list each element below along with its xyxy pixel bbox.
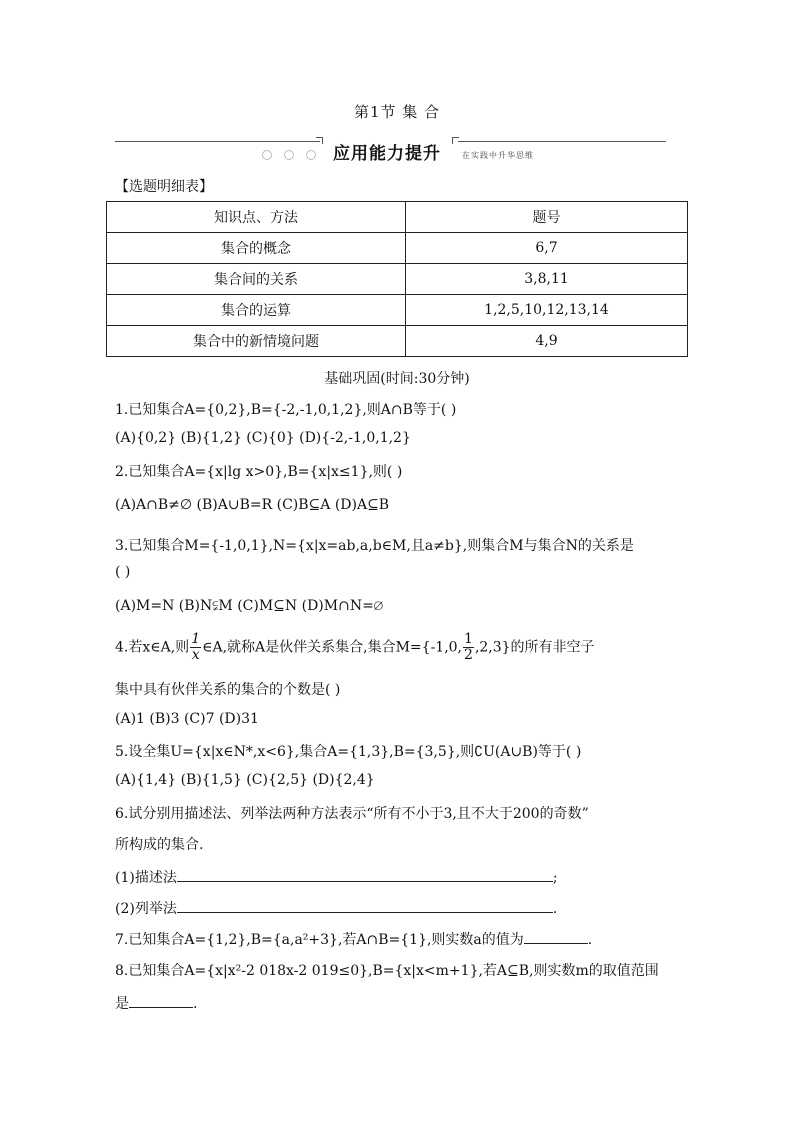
question-6-line-1: 6.试分别用描述法、列举法两种方法表示“所有不小于3,且不大于200的奇数” [115, 806, 589, 822]
question-3-stem: 3.已知集合M={-1,0,1},N={x|x=ab,a,b∈M,且a≠b},则集合M与集合N的关系是 [115, 538, 634, 554]
table-cell: 1,2,5,10,12,13,14 [406, 295, 688, 326]
question-2-stem: 2.已知集合A={x|lg x>0},B={x|x≤1},则( ) [115, 464, 403, 480]
table-row [107, 264, 688, 295]
table-cell: 6,7 [406, 233, 688, 264]
question-6-sub-2 [115, 898, 557, 918]
table-header-cell: 知识点、方法 [107, 202, 406, 233]
punctuation: . [193, 996, 198, 1012]
fraction-numerator: 1 [191, 631, 201, 647]
question-4-text: 4.若x∈A,则 [115, 639, 190, 656]
table-cell: 集合的概念 [107, 233, 406, 264]
watermark [600, 760, 609, 785]
question-6-line-2: 所构成的集合. [115, 837, 204, 853]
question-4-options: (A)1 (B)3 (C)7 (D)31 [115, 711, 259, 727]
question-8-text: 是 [115, 996, 129, 1012]
sub-question-label: (1)描述法 [115, 870, 177, 886]
question-1-stem: 1.已知集合A={0,2},B={-2,-1,0,1,2},则A∩B等于( ) [115, 402, 457, 418]
selection-table-label: 【选题明细表】 [115, 179, 213, 195]
banner-dot [262, 150, 272, 160]
question-3-options: (A)M=N (B)N⫋M (C)M⊆N (D)M∩N=∅ [115, 598, 384, 614]
answer-blank [524, 931, 588, 944]
answer-blank [177, 900, 553, 913]
page-title: 第1节 集 合 [353, 103, 441, 121]
punctuation: . [552, 901, 558, 917]
section-heading: 基础巩固(时间:30分钟) [324, 371, 470, 387]
question-8-line-1: 8.已知集合A={x|x²-2 018x-2 019≤0},B={x|x<m+1},若A⊆B,则实数m的取值范围 [115, 963, 659, 979]
question-2-options: (A)A∩B≠∅ (B)A∪B=R (C)B⊆A (D)A⊆B [115, 497, 390, 513]
question-4-line-1 [115, 632, 595, 663]
banner-rule-left [115, 141, 320, 142]
punctuation: . [587, 932, 593, 948]
question-4-text: ,2,3}的所有非空子 [474, 639, 595, 656]
question-1-options: (A){0,2} (B){1,2} (C){0} (D){-2,-1,0,1,2} [115, 430, 411, 446]
selection-table [106, 201, 688, 357]
banner-dot [306, 150, 316, 160]
fraction-numerator: 1 [464, 631, 473, 647]
banner-title: 应用能力提升 [333, 144, 441, 164]
answer-blank [177, 869, 553, 882]
question-5-stem: 5.设全集U={x|x∈N*,x<6},集合A={1,3},B={3,5},则∁U(A∪B)等于( ) [115, 744, 582, 760]
banner-bracket-left [316, 137, 323, 144]
question-3-paren: ( ) [115, 564, 131, 580]
fraction-denominator: x [191, 647, 200, 663]
question-7 [115, 929, 592, 949]
sub-question-label: (2)列举法 [115, 901, 177, 917]
table-header-row [107, 202, 688, 233]
punctuation: ; [552, 870, 558, 886]
fraction-denominator: 2 [464, 647, 473, 663]
table-row [107, 233, 688, 264]
question-4-line-2: 集中具有伙伴关系的集合的个数是( ) [115, 682, 341, 698]
table-cell: 集合中的新情境问题 [107, 326, 406, 357]
table-cell: 3,8,11 [406, 264, 688, 295]
question-7-stem: 7.已知集合A={1,2},B={a,a²+3},若A∩B={1},则实数a的值为 [115, 932, 524, 948]
table-cell: 4,9 [406, 326, 688, 357]
fraction [463, 632, 474, 663]
table-cell: 集合间的关系 [107, 264, 406, 295]
question-6-sub-1 [115, 867, 558, 887]
table-header-cell: 题号 [406, 202, 688, 233]
banner-rule-right [458, 141, 666, 142]
banner-dot [284, 150, 294, 160]
question-4-text: ∈A,就称A是伙伴关系集合,集合M={-1,0, [202, 639, 463, 656]
question-8-line-2 [115, 993, 197, 1013]
table-cell: 集合的运算 [107, 295, 406, 326]
question-5-options: (A){1,4} (B){1,5} (C){2,5} (D){2,4} [115, 772, 375, 788]
table-row [107, 295, 688, 326]
table-row [107, 326, 688, 357]
answer-blank [129, 995, 193, 1008]
banner-subtitle: 在实践中升华思维 [462, 151, 534, 160]
fraction [190, 632, 201, 663]
